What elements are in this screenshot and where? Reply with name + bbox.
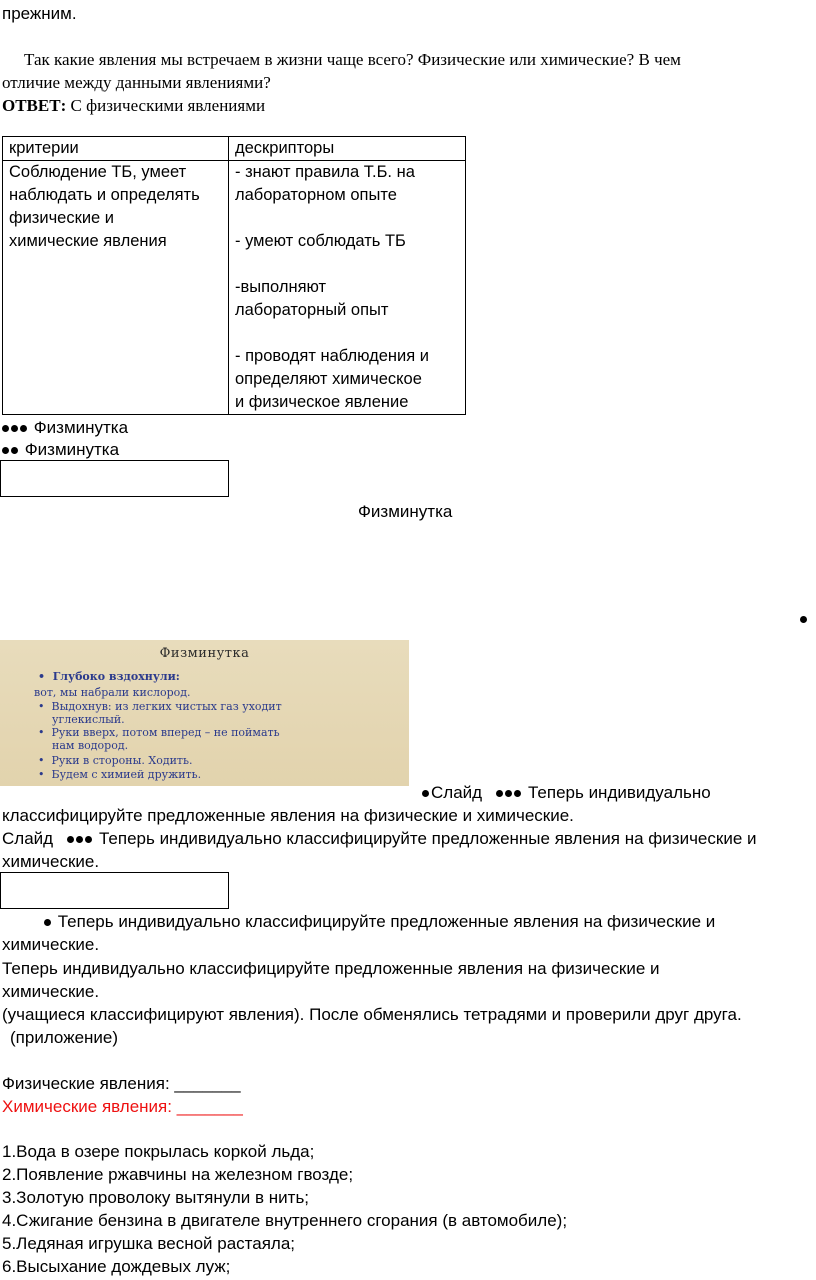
fizminutka-center: Физминутка	[358, 502, 453, 521]
slide-title: Физминутка	[159, 646, 250, 661]
bullet-icon	[514, 790, 521, 797]
task-line-3: Теперь индивидуально классифицируйте предложенные явления на физические и	[44, 910, 715, 933]
answer-label: ОТВЕТ:	[2, 96, 67, 115]
slide-line: • Выдохнув: из легких чистых газ уходит	[38, 700, 282, 713]
question-paragraph	[2, 48, 814, 94]
criteria-cell	[3, 161, 229, 415]
list-item: 3.Золотую проволоку вытянули в нить;	[2, 1188, 310, 1207]
slide-line: • Глубоко вздохнули:	[38, 670, 180, 683]
header-descriptors: дескрипторы	[229, 137, 466, 161]
question-line-1: Так какие явления мы встречаем в жизни чаще всего? Физические или химические? В чем	[24, 50, 681, 69]
bullet-icon	[422, 790, 429, 797]
descriptor-line	[235, 253, 459, 276]
bullet-icon	[800, 616, 807, 623]
slide-task-line: Слайд Теперь индивидуально классифицируйте предложенные явления на физические и	[2, 829, 757, 848]
bullet-icon	[2, 425, 9, 432]
criteria-line: физические и	[9, 209, 115, 227]
header-criteria: критерии	[3, 137, 229, 161]
bullet-icon	[11, 447, 18, 454]
descriptor-line: и физическое явление	[235, 393, 409, 411]
descriptor-line: - умеют соблюдать ТБ	[235, 232, 406, 250]
list-item: 5.Ледяная игрушка весной растаяла;	[2, 1234, 296, 1253]
task-continuation: классифицируйте предложенные явления на физические и химические.	[2, 806, 574, 825]
list-item: 4.Сжигание бензина в двигателе внутреннего сгорания (в автомобиле);	[2, 1211, 568, 1230]
list-item: 1.Вода в озере покрылась коркой льда;	[2, 1142, 315, 1161]
task-line-end: химические.	[2, 982, 100, 1001]
bullet-icon	[76, 836, 83, 843]
fizminutka-text: Физминутка	[33, 418, 129, 437]
bullet-icon	[20, 425, 27, 432]
answer-line	[2, 94, 265, 117]
criteria-line: Соблюдение ТБ, умеет	[9, 163, 187, 181]
slide-caption: Слайд Теперь индивидуально	[422, 781, 711, 804]
bullet-icon	[11, 425, 18, 432]
list-item: 6.Высыхание дождевых луж;	[2, 1257, 231, 1276]
descriptor-line: лабораторный опыт	[235, 301, 389, 319]
criteria-line: химические явления	[9, 232, 167, 250]
empty-box	[0, 460, 229, 497]
descriptor-line: лабораторном опыте	[235, 186, 397, 204]
slide-line: вот, мы набрали кислород.	[34, 686, 191, 699]
slide-line: углекислый.	[52, 713, 125, 726]
descriptors-cell	[229, 161, 466, 415]
descriptor-line: определяют химическое	[235, 370, 422, 388]
question-line-2: отличие между данными явлениями?	[2, 73, 271, 92]
bullet-icon	[44, 919, 51, 926]
appendix: (приложение)	[10, 1028, 119, 1047]
students-line: (учащиеся классифицируют явления). После обменялись тетрадями и проверили друг друга.	[2, 1005, 742, 1024]
descriptor-line: - знают правила Т.Б. на	[235, 163, 415, 181]
fizminutka-line-1	[2, 416, 128, 439]
bullet-icon	[85, 836, 92, 843]
top-line: прежним.	[2, 4, 77, 23]
task-line-4: Теперь индивидуально классифицируйте предложенные явления на физические и	[2, 959, 660, 978]
fizminutka-line-2	[2, 438, 119, 461]
slide-image	[0, 640, 409, 786]
criteria-table	[2, 136, 466, 415]
chemical-label: Химические явления: _______	[2, 1097, 243, 1116]
list-item: 2.Появление ржавчины на железном гвозде;	[2, 1165, 354, 1184]
descriptor-line: - проводят наблюдения и	[235, 347, 429, 365]
task-line-end: химические.	[2, 852, 100, 871]
slide-line: нам водород.	[52, 739, 129, 752]
task-line-end: химические.	[2, 935, 100, 954]
bullet-icon	[2, 447, 9, 454]
descriptor-line: -выполняют	[235, 278, 327, 296]
physical-label: Физические явления: _______	[2, 1074, 241, 1093]
criteria-line: наблюдать и определять	[9, 186, 200, 204]
descriptor-line	[235, 322, 459, 345]
descriptor-line	[235, 207, 459, 230]
bullet-icon	[505, 790, 512, 797]
bullet-icon	[496, 790, 503, 797]
answer-text: С физическими явлениями	[70, 96, 266, 115]
empty-box	[0, 872, 229, 909]
slide-line: • Будем с химией дружить.	[38, 768, 202, 781]
slide-line: • Руки вверх, потом вперед – не поймать	[38, 726, 280, 739]
fizminutka-text: Физминутка	[24, 440, 120, 459]
slide-line: • Руки в стороны. Ходить.	[38, 754, 193, 767]
bullet-icon	[67, 836, 74, 843]
